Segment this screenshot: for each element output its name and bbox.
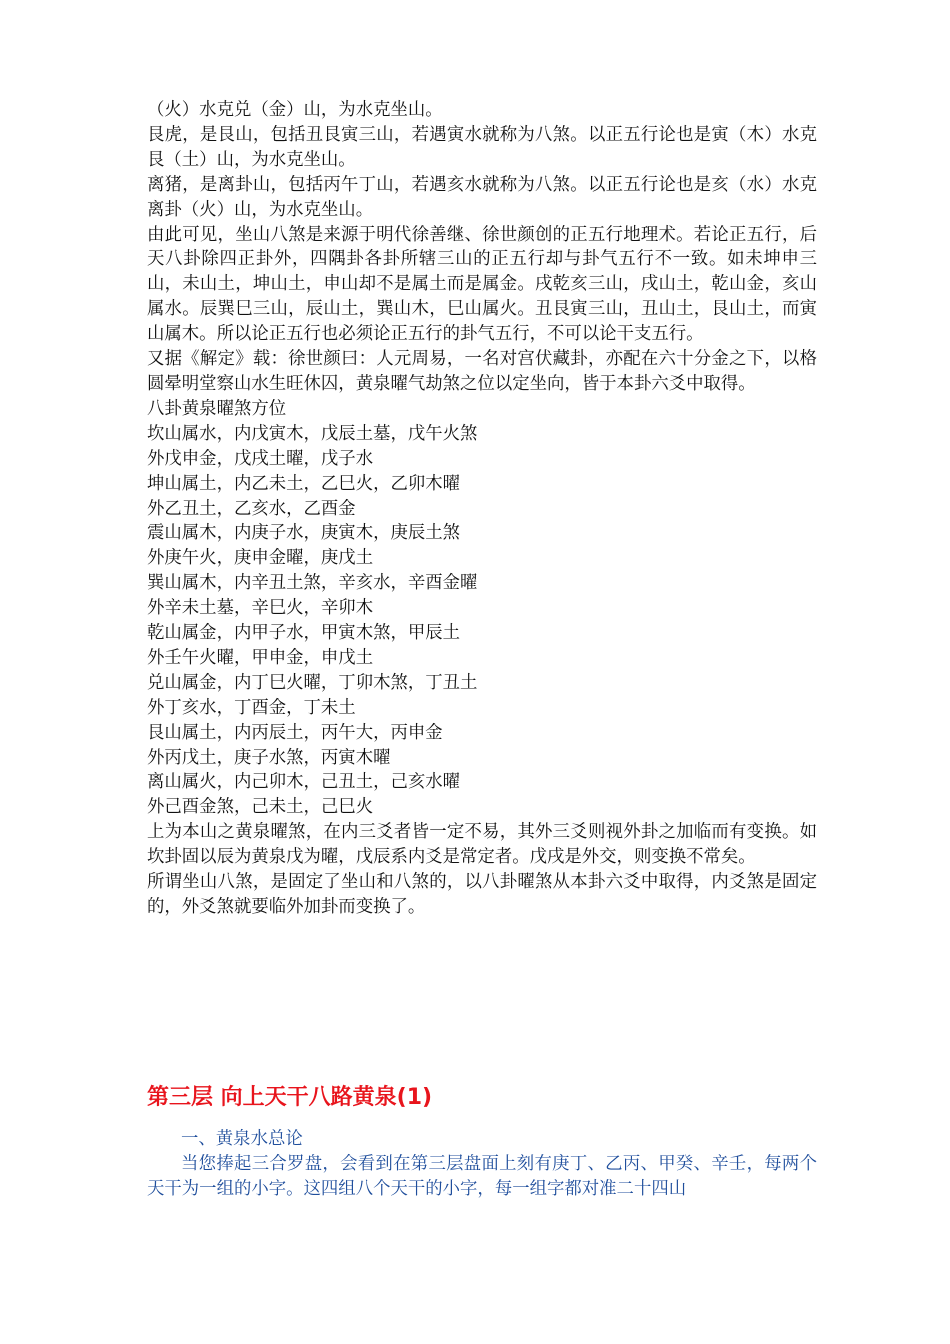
section-body — [147, 1127, 817, 1202]
list-item: 离山属火，内己卯木，己丑土，己亥水曜 — [147, 772, 461, 793]
section-paragraph: 当您捧起三合罗盘，会看到在第三层盘面上刻有庚丁、乙丙、甲癸、辛壬，每两个天干为一组的小字。这四组八个天干的小字，每一组字都对准二十四山 — [147, 1153, 817, 1199]
paragraph: 所谓坐山八煞，是固定了坐山和八煞的，以八卦曜煞从本卦六爻中取得，内爻煞是固定的，外爻煞就要临外加卦而变换了。 — [147, 872, 817, 917]
list-item: 巽山属木，内辛丑土煞，辛亥水，辛酉金曜 — [147, 573, 478, 594]
list-item: 震山属木，内庚子水，庚寅木，庚辰土煞 — [147, 523, 461, 544]
paragraph: 离猪，是离卦山，包括丙午丁山，若遇亥水就称为八煞。以正五行论也是亥（水）水克离卦（火）山，为水克坐山。 — [147, 174, 817, 220]
document-body — [147, 98, 817, 920]
list-item: 坤山属土，内乙未土，乙巳火，乙卯木曜 — [147, 473, 461, 494]
paragraph: 上为本山之黄泉曜煞，在内三爻者皆一定不易，其外三爻则视外卦之加临而有变换。如坎卦固以辰为黄泉戊为曜，戊辰系内爻是常定者。戊戌是外交，则变换不常矣。 — [147, 822, 817, 868]
paragraph: 艮虎，是艮山，包括丑艮寅三山，若遇寅水就称为八煞。以正五行论也是寅（木）水克艮（土）山，为水克坐山。 — [147, 124, 817, 170]
list-item: 坎山属水，内戊寅木，戊辰土墓，戊午火煞 — [147, 423, 478, 444]
list-item: 外丁亥水，丁酉金，丁未土 — [147, 697, 356, 718]
list-item: 外辛未土墓，辛巳火，辛卯木 — [147, 598, 374, 619]
paragraph: 由此可见，坐山八煞是来源于明代徐善继、徐世颜创的正五行地理术。若论正五行，后天八卦除四正卦外，四隅卦各卦所辖三山的正五行却与卦气五行不一致。如未坤申三山，未山土，坤山土，申山却不是属土而是属金。戌乾亥三山，戌山土，乾山金，亥山属水。辰巽巳三山，辰山土，巽山木，巳山属火。丑艮寅三山，丑山土，艮山土，而寅山属木。所以论正五行也必须论正五行的卦气五行，不可以论干支五行。 — [147, 224, 817, 345]
list-item: 外庚午火，庚申金曜，庚戊土 — [147, 548, 374, 569]
section-subheading: 一、黄泉水总论 — [181, 1129, 303, 1149]
list-item: 外壬午火曜，甲申金，申戊土 — [147, 647, 374, 668]
list-item: 外乙丑土，乙亥水，乙酉金 — [147, 498, 356, 519]
list-item: 兑山属金，内丁巳火曜，丁卯木煞，丁丑土 — [147, 672, 478, 693]
list-title: 八卦黄泉曜煞方位 — [147, 398, 287, 419]
list-item: 艮山属土，内丙辰土，丙午大，丙申金 — [147, 722, 443, 743]
section-heading: 第三层 向上天干八路黄泉(1) — [147, 1085, 433, 1110]
paragraph: 又据《解定》载：徐世颜曰：人元周易，一名对宫伏藏卦，亦配在六十分金之下，以格圆晕明堂察山水生旺休囚，黄泉曜气劫煞之位以定坐向，皆于本卦六爻中取得。 — [147, 349, 817, 394]
list-item: 乾山属金，内甲子水，甲寅木煞，甲辰土 — [147, 623, 461, 644]
list-item: 外戊申金，戊戌土曜，戊子水 — [147, 448, 374, 469]
list-item: 外己酉金煞，己未土，己巳火 — [147, 797, 374, 818]
paragraph: （火）水克兑（金）山，为水克坐山。 — [147, 100, 443, 120]
list-item: 外丙戊土，庚子水煞，丙寅木曜 — [147, 747, 391, 768]
